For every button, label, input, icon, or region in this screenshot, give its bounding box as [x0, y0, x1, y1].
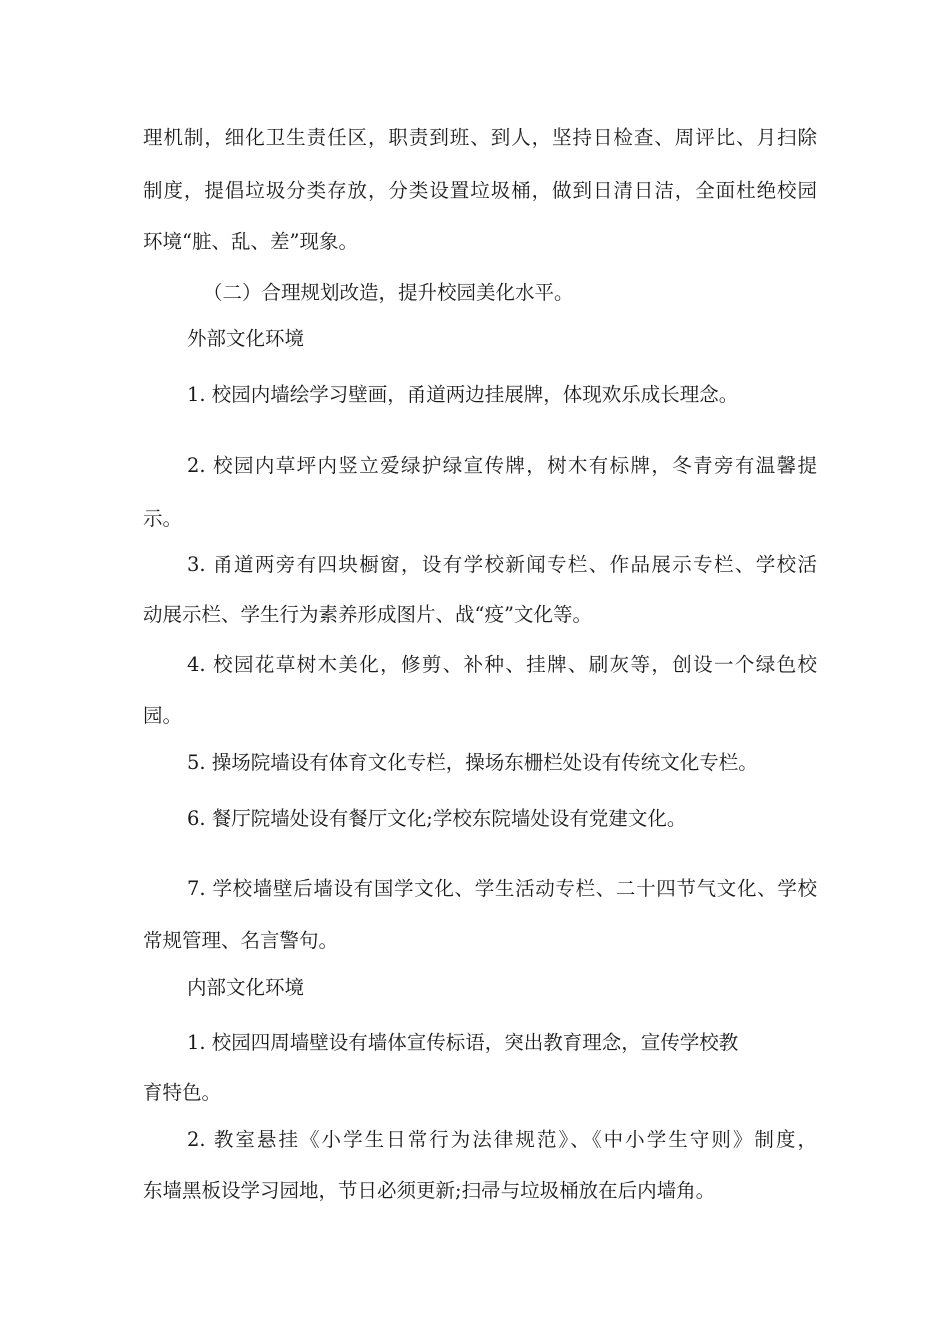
list-item: 2. 校园内草坪内竖立爱绿护绿宣传牌，树木有标牌，冬青旁有温馨提 [187, 454, 817, 477]
list-item-continuation: 东墙黑板设学习园地，节日必须更新;扫帚与垃圾桶放在后内墙角。 [143, 1179, 716, 1202]
list-item-continuation: 示。 [143, 507, 183, 530]
list-item: 5. 操场院墙设有体育文化专栏，操场东栅栏处设有传统文化专栏。 [187, 751, 758, 774]
paragraph-line: 理机制，细化卫生责任区，职责到班、到人，坚持日检查、周评比、月扫除 [143, 126, 817, 149]
paragraph-line: 环境“脏、乱、差”现象。 [143, 230, 358, 253]
list-item: 2. 教室悬挂《小学生日常行为法律规范》、《中小学生守则》制度， [187, 1128, 817, 1151]
list-item: 3. 甬道两旁有四块橱窗，设有学校新闻专栏、作品展示专栏、学校活 [187, 553, 817, 576]
list-item: 7. 学校墙壁后墙设有国学文化、学生活动专栏、二十四节气文化、学校 [187, 877, 817, 900]
list-item-continuation: 动展示栏、学生行为素养形成图片、战“疫”文化等。 [143, 603, 592, 626]
list-item-continuation: 育特色。 [143, 1081, 222, 1104]
paragraph-line: 制度，提倡垃圾分类存放，分类设置垃圾桶，做到日清日洁，全面杜绝校园 [143, 179, 817, 202]
section-heading: （二）合理规划改造，提升校园美化水平。 [203, 281, 574, 304]
subsection-heading: 内部文化环境 [187, 976, 305, 999]
list-item: 1. 校园四周墙壁设有墙体宣传标语，突出教育理念，宣传学校教 [187, 1031, 739, 1054]
list-item-continuation: 园。 [143, 704, 183, 727]
subsection-heading: 外部文化环境 [187, 327, 305, 350]
list-item: 1. 校园内墙绘学习壁画，甬道两边挂展牌，体现欢乐成长理念。 [187, 383, 739, 406]
list-item-continuation: 常规管理、名言警句。 [143, 929, 339, 952]
list-item: 4. 校园花草树木美化，修剪、补种、挂牌、刷灰等，创设一个绿色校 [187, 653, 817, 676]
list-item: 6. 餐厅院墙处设有餐厅文化;学校东院墙处设有党建文化。 [187, 807, 687, 830]
